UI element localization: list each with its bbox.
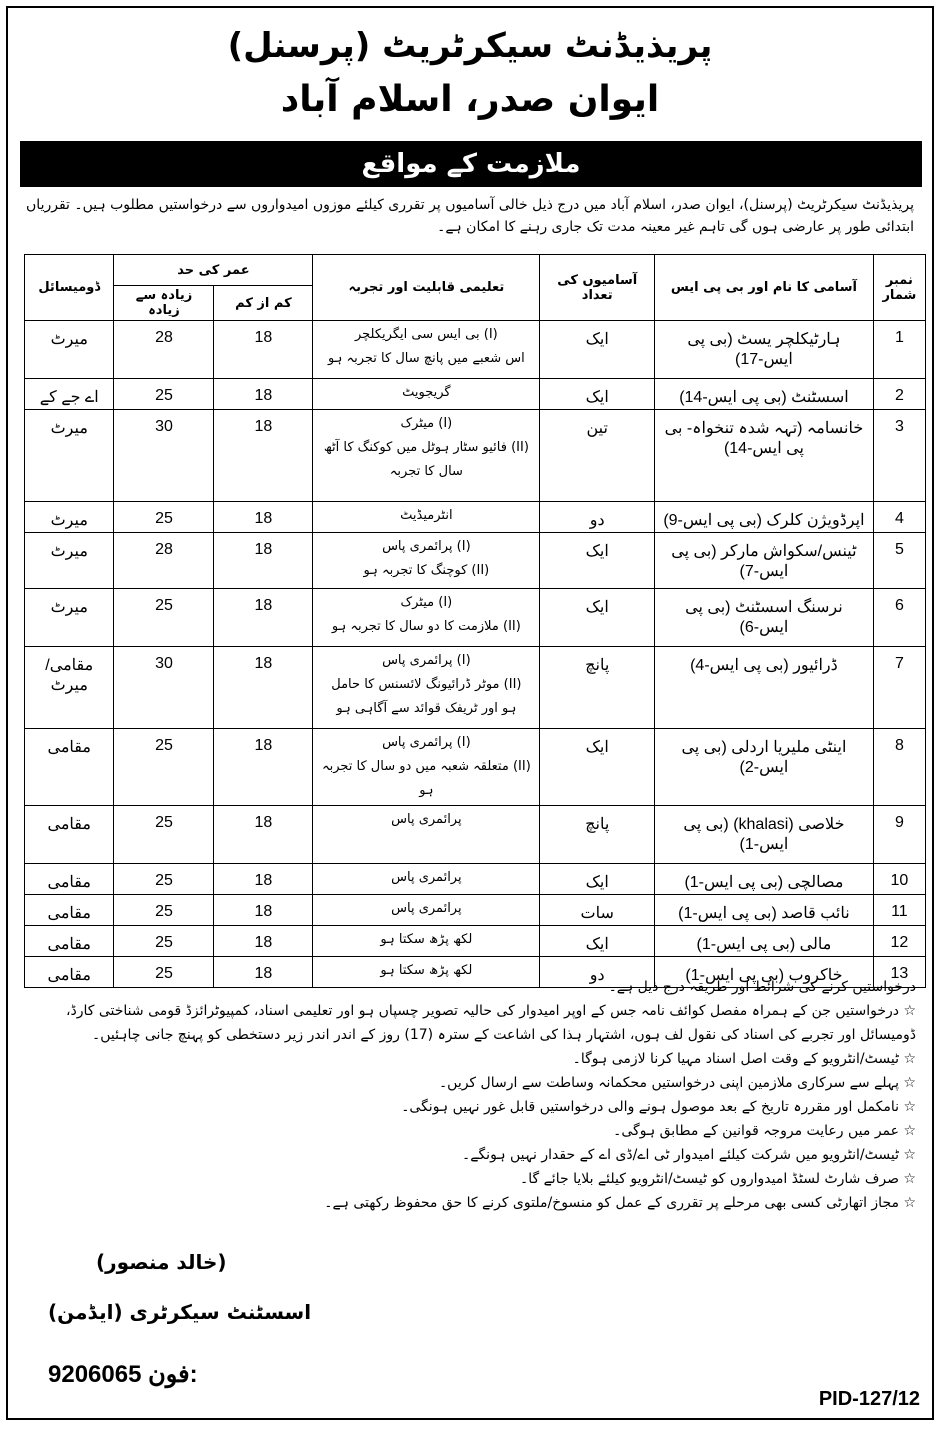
- cell-age-max: 25: [114, 502, 214, 533]
- cell-no: 1: [873, 321, 925, 379]
- organization-location: ایوان صدر، اسلام آباد: [280, 79, 660, 120]
- cell-count: ایک: [540, 533, 655, 589]
- cell-age-max: 25: [114, 957, 214, 988]
- vacancies-table: [24, 254, 926, 988]
- cell-age-min: 18: [214, 589, 313, 647]
- cell-qualification: [313, 895, 540, 926]
- header-no: نمبر شمار: [873, 255, 925, 321]
- cell-qualification: [313, 589, 540, 647]
- header-count: آسامیوں کی تعداد: [540, 255, 655, 321]
- cell-qualification: [313, 806, 540, 864]
- cell-domicile: اے جے کے: [25, 379, 114, 410]
- cell-qualification: [313, 647, 540, 729]
- cell-domicile: میرٹ: [25, 410, 114, 502]
- table-row: [25, 895, 926, 926]
- qualification-line: (II) کوچنگ کا تجربہ ہو: [363, 563, 490, 578]
- qualification-line: لکھ پڑھ سکتا ہو: [380, 932, 473, 947]
- advertisement: [6, 6, 934, 1420]
- conditions-section: [28, 975, 916, 1215]
- qualification-line: لکھ پڑھ سکتا ہو: [380, 963, 473, 978]
- cell-post: اینٹی ملیریا اردلی (بی پی ایس-2): [655, 729, 874, 806]
- cell-age-max: 30: [114, 410, 214, 502]
- cell-count: دو: [540, 957, 655, 988]
- conditions-list: [28, 999, 916, 1215]
- cell-age-max: 25: [114, 926, 214, 957]
- cell-age-min: 18: [214, 729, 313, 806]
- cell-domicile: مقامی: [25, 926, 114, 957]
- cell-no: 10: [873, 864, 925, 895]
- cell-domicile: مقامی: [25, 729, 114, 806]
- cell-age-min: 18: [214, 895, 313, 926]
- table-body: [25, 321, 926, 988]
- cell-no: 12: [873, 926, 925, 957]
- qualification-line: انٹرمیڈیٹ: [400, 508, 453, 523]
- cell-domicile: میرٹ: [25, 321, 114, 379]
- cell-age-min: 18: [214, 410, 313, 502]
- cell-qualification: [313, 926, 540, 957]
- cell-qualification: [313, 533, 540, 589]
- table-row: [25, 410, 926, 502]
- table-row: [25, 647, 926, 729]
- cell-age-min: 18: [214, 321, 313, 379]
- qualification-line: (I) میٹرک: [400, 595, 453, 610]
- cell-no: 9: [873, 806, 925, 864]
- cell-count: تین: [540, 410, 655, 502]
- cell-count: ایک: [540, 729, 655, 806]
- table-row: [25, 502, 926, 533]
- cell-post: نرسنگ اسسٹنٹ (بی پی ایس-6): [655, 589, 874, 647]
- qualification-line: (II) ملازمت کا دو سال کا تجربہ ہو: [331, 619, 521, 634]
- condition-item: ☆ مجاز اتھارٹی کسی بھی مرحلے پر تقرری کے عمل کو منسوخ/ملتوی کرنے کا حق محفوظ رکھتی ہے۔: [324, 1195, 916, 1211]
- cell-post: اپرڈویژن کلرک (بی پی ایس-9): [655, 502, 874, 533]
- header-age-min: کم از کم: [214, 286, 313, 321]
- cell-count: ایک: [540, 589, 655, 647]
- cell-age-min: 18: [214, 806, 313, 864]
- qualification-line: (II) موٹر ڈرائیونگ لائسنس کا حامل: [331, 677, 522, 692]
- cell-qualification: [313, 864, 540, 895]
- cell-age-min: 18: [214, 379, 313, 410]
- cell-count: ایک: [540, 926, 655, 957]
- qualification-line: پرائمری پاس: [391, 901, 462, 916]
- table-row: [25, 806, 926, 864]
- pid-code: PID-127/12: [818, 1388, 920, 1410]
- signatory-name: (خالد منصور): [96, 1250, 227, 1274]
- cell-no: 8: [873, 729, 925, 806]
- cell-no: 13: [873, 957, 925, 988]
- cell-count: ایک: [540, 379, 655, 410]
- organization-title: پریذیڈنٹ سیکرٹریٹ (پرسنل): [227, 26, 713, 66]
- qualification-line: (II) متعلقہ شعبہ میں دو سال کا تجربہ ہو: [321, 759, 531, 798]
- cell-count: ایک: [540, 864, 655, 895]
- header-age-max: زیادہ سے زیادہ: [114, 286, 214, 321]
- cell-domicile: میرٹ: [25, 533, 114, 589]
- qualification-line: (I) پرائمری پاس: [382, 539, 471, 554]
- cell-post: اسسٹنٹ (بی پی ایس-14): [655, 379, 874, 410]
- cell-qualification: [313, 502, 540, 533]
- intro-paragraph: پریذیڈنٹ سیکرٹریٹ (پرسنل)، ایوان صدر، اسلام آباد میں درج ذیل خالی آسامیوں پر تقرری کیلئے موزوں امیدواروں سے درخواستیں مطلوب ہیں۔ تقرریاں ابتدائی طور پر عارضی ہوں گی تاہم غیر معینہ مدت تک جاری رہنے کا امکان ہے۔: [26, 197, 914, 235]
- cell-count: پانچ: [540, 647, 655, 729]
- condition-item: ☆ نامکمل اور مقررہ تاریخ کے بعد موصول ہونے والی درخواستیں قابل غور نہیں ہونگی۔: [401, 1099, 916, 1115]
- cell-domicile: میرٹ: [25, 502, 114, 533]
- cell-count: سات: [540, 895, 655, 926]
- cell-age-min: 18: [214, 957, 313, 988]
- cell-post: خانسامہ (تہہ شدہ تنخواہ- بی پی ایس-14): [655, 410, 874, 502]
- table-row: [25, 589, 926, 647]
- cell-age-max: 25: [114, 589, 214, 647]
- cell-post: ڈرائیور (بی پی ایس-4): [655, 647, 874, 729]
- qualification-line: (II) فائیو سٹار ہوٹل میں کوکنگ کا آٹھ: [323, 440, 529, 455]
- qualification-line: گریجویٹ: [402, 385, 451, 400]
- cell-age-max: 25: [114, 379, 214, 410]
- cell-age-min: 18: [214, 502, 313, 533]
- cell-age-max: 25: [114, 729, 214, 806]
- cell-count: پانچ: [540, 806, 655, 864]
- condition-item: ☆ ٹیسٹ/انٹرویو میں شرکت کیلئے امیدوار ٹی اے/ڈی اے کے حقدار نہیں ہونگے۔: [462, 1147, 916, 1163]
- cell-age-max: 28: [114, 321, 214, 379]
- cell-post: نائب قاصد (بی پی ایس-1): [655, 895, 874, 926]
- cell-domicile: مقامی: [25, 806, 114, 864]
- qualification-line: (I) بی ایس سی ایگریکلچر: [354, 327, 498, 342]
- table-row: [25, 729, 926, 806]
- cell-age-min: 18: [214, 864, 313, 895]
- cell-age-min: 18: [214, 647, 313, 729]
- phone-label: فون:: [148, 1361, 198, 1388]
- cell-no: 6: [873, 589, 925, 647]
- qualification-line: (I) پرائمری پاس: [382, 735, 471, 750]
- table-header-row: [25, 255, 926, 286]
- cell-domicile: مقامی/میرٹ: [25, 647, 114, 729]
- cell-post: خاکروب (بی پی ایس-1): [655, 957, 874, 988]
- phone-number: 9206065: [48, 1361, 142, 1388]
- cell-no: 11: [873, 895, 925, 926]
- condition-item: ☆ درخواستیں جن کے ہمراہ مفصل کوائف نامہ جس کے اوپر امیدوار کی حالیہ تصویر چسپاں ہو اور تعلیمی اسناد، کمپیوٹرائزڈ قومی شناختی کارڈ، ڈومیسائل اور تجربے کی اسناد کی نقول لف ہوں، اشتہار ہذا کی اشاعت کے سترہ (17) روز کے اندر اندر زیر دستخطی کو پہنچ جانی چاہئیں۔: [65, 1003, 916, 1043]
- cell-age-max: 30: [114, 647, 214, 729]
- condition-item: ☆ عمر میں رعایت مروجہ قوانین کے مطابق ہوگی۔: [613, 1123, 916, 1139]
- phone-line: [48, 1360, 198, 1389]
- condition-item: ☆ پہلے سے سرکاری ملازمین اپنی درخواستیں محکمانہ وساطت سے ارسال کریں۔: [438, 1075, 916, 1091]
- table-row: [25, 379, 926, 410]
- qualification-line: (I) پرائمری پاس: [382, 653, 471, 668]
- condition-item: ☆ ٹیسٹ/انٹرویو کے وقت اصل اسناد مہیا کرنا لازمی ہوگا۔: [572, 1051, 916, 1067]
- header-age: عمر کی حد: [114, 255, 313, 286]
- jobs-banner: ملازمت کے مواقع: [20, 141, 922, 187]
- cell-age-min: 18: [214, 926, 313, 957]
- table-row: [25, 533, 926, 589]
- cell-qualification: [313, 729, 540, 806]
- cell-qualification: [313, 410, 540, 502]
- cell-no: 2: [873, 379, 925, 410]
- qualification-line: سال کا تجربہ: [389, 464, 463, 479]
- qualification-line: اس شعبے میں پانچ سال کا تجربہ ہو: [328, 351, 525, 366]
- condition-item: ☆ صرف شارٹ لسٹڈ امیدواروں کو ٹیسٹ/انٹرویو کیلئے بلایا جائے گا۔: [520, 1171, 916, 1187]
- header-qualification: تعلیمی قابلیت اور تجربہ: [313, 255, 540, 321]
- cell-qualification: [313, 321, 540, 379]
- qualification-line: پرائمری پاس: [391, 870, 462, 885]
- cell-domicile: مقامی: [25, 895, 114, 926]
- signatory-designation: اسسٹنٹ سیکرٹری (ایڈمن): [48, 1300, 312, 1324]
- cell-no: 7: [873, 647, 925, 729]
- qualification-line: پرائمری پاس: [391, 812, 462, 827]
- cell-no: 3: [873, 410, 925, 502]
- conditions-title: درخواستیں کرنے کی شرائط اور طریقہ درج ذیل ہے۔: [608, 979, 916, 995]
- cell-post: ہارٹیکلچر یسٹ (بی پی ایس-17): [655, 321, 874, 379]
- cell-post: خلاصی (khalasi) (بی پی ایس-1): [655, 806, 874, 864]
- qualification-line: (I) میٹرک: [400, 416, 453, 431]
- header-domicile: ڈومیسائل: [25, 255, 114, 321]
- header-post: آسامی کا نام اور بی پی ایس: [655, 255, 874, 321]
- cell-age-max: 25: [114, 864, 214, 895]
- cell-age-min: 18: [214, 533, 313, 589]
- cell-age-max: 25: [114, 806, 214, 864]
- cell-domicile: میرٹ: [25, 589, 114, 647]
- table-row: [25, 864, 926, 895]
- cell-count: دو: [540, 502, 655, 533]
- cell-age-max: 25: [114, 895, 214, 926]
- qualification-line: ہو اور ٹریفک قوائد سے آگاہی ہو: [336, 701, 517, 716]
- cell-post: ٹینس/سکواش مارکر (بی پی ایس-7): [655, 533, 874, 589]
- cell-post: مالی (بی پی ایس-1): [655, 926, 874, 957]
- cell-domicile: مقامی: [25, 957, 114, 988]
- cell-post: مصالچی (بی پی ایس-1): [655, 864, 874, 895]
- cell-no: 4: [873, 502, 925, 533]
- cell-no: 5: [873, 533, 925, 589]
- table-row: [25, 321, 926, 379]
- cell-age-max: 28: [114, 533, 214, 589]
- cell-qualification: [313, 379, 540, 410]
- cell-domicile: مقامی: [25, 864, 114, 895]
- cell-count: ایک: [540, 321, 655, 379]
- table-row: [25, 926, 926, 957]
